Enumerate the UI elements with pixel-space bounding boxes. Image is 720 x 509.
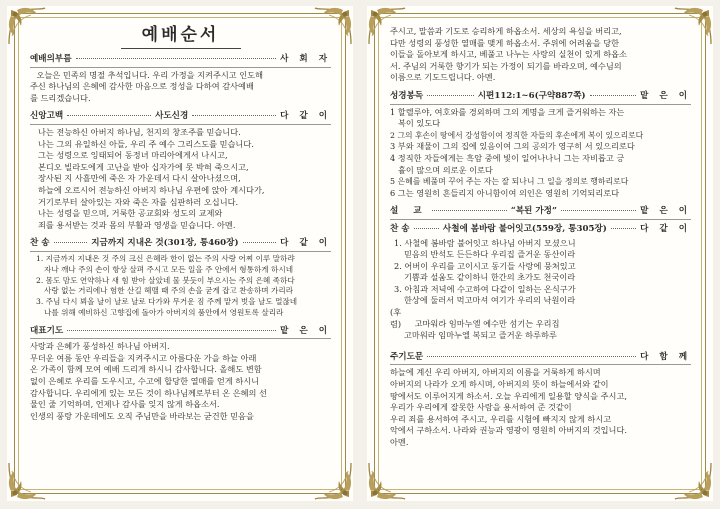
text-line: 인생의 풍랑 가운데에도 오직 주님만을 바라보는 굳건한 믿음을: [30, 410, 254, 421]
text-line: 감사합니다. 우리에게 있는 모든 것이 하나님께로부터 온 은혜의 선: [30, 387, 267, 398]
divider: [390, 364, 691, 365]
section-label: 설 교: [390, 206, 428, 217]
text-line: 2. 몸도 맘도 연약하나 새 힘 받아 살았네 물 붓듯이 부으시는 주의 은혜 족하다: [36, 275, 295, 285]
section-header-opening: [30, 54, 331, 66]
section-header-lords-prayer: [390, 352, 691, 364]
text-line: 서. 주님의 거룩한 향기가 되는 가정이 되기를 바라오며, 예수님의: [390, 60, 622, 71]
divider: [390, 219, 691, 220]
section-leader-role: 맡 은 이: [640, 206, 691, 217]
dotted-leader: [243, 242, 277, 243]
dotted-leader: [432, 210, 507, 211]
section-leader-role: 사 회 자: [280, 54, 331, 64]
prayer-text-continued: [390, 26, 691, 84]
text-line: 2. 어버이 우리를 고이시고 동기들 사랑에 뭉쳐있고: [394, 260, 576, 271]
text-line: 하늘에 계신 우리 아버지, 아버지의 이름을 거룩하게 하시며: [390, 367, 601, 378]
dotted-leader: [192, 115, 276, 116]
verse-line: 3 부와 재물이 그의 집에 있음이여 그의 공의가 영구히 서 있으리로다: [390, 141, 635, 152]
text-line: 아버지의 나라가 오게 하시며, 아버지의 뜻이 하늘에서와 같이: [390, 379, 609, 390]
divider: [30, 338, 331, 339]
text-line: 고마워라 임마누엘 예수만 섬기는 우리집: [414, 318, 560, 329]
section-header-hymn1: [30, 238, 331, 250]
verse-line: 6 그는 영원히 흔들리지 아니함이여 의인은 영원히 기억되리로다: [390, 187, 620, 198]
text-line: 그는 성령으로 잉태되어 동정녀 마리아에게서 나시고,: [38, 150, 228, 161]
text-line: 나는 전능하신 아버지 하나님, 천지의 창조주를 믿습니다.: [38, 126, 241, 137]
section-header-reading: [390, 91, 691, 103]
text-line: 이들을 돌아보게 하시고, 베풀고 나누는 사랑의 실천이 있게 하옵소: [390, 49, 627, 60]
section-leader-role: 맡 은 이: [640, 90, 691, 101]
text-line: 나를 위해 예비하신 고향집에 돌아가 아버지의 품안에서 영원토록 살리라: [44, 307, 284, 317]
text-line: 3. 아침과 저녁에 수고하여 다같이 일하는 온식구가: [394, 283, 576, 294]
dotted-leader: [611, 228, 636, 229]
section-label: 성경봉독: [390, 90, 424, 101]
refrain-line: [390, 307, 691, 330]
text-line: 사랑 없는 거리에나 험한 산길 헤맬 때 주의 손을 굳게 잡고 찬송하며 가리라: [44, 286, 294, 296]
text-line: 1. 사철에 봄바람 불어잇고 하나님 아버지 모셨으니: [394, 237, 576, 248]
dotted-leader: [561, 210, 636, 211]
text-line: 기쁨과 설움도 같이하니 한간의 초가도 천국이라: [404, 272, 576, 283]
section-subtitle: 지금까지 지내온 것(301장, 통460장): [91, 238, 239, 249]
text-line: 아멘.: [390, 437, 409, 447]
text-line: 우리가 우리에게 잘못한 사람을 용서하여 준 것같이: [390, 402, 572, 413]
divider: [30, 124, 331, 125]
text-line: 자나 깨나 주의 손이 항상 살펴 주시고 모든 일을 주 안에서 형통하게 하시네: [44, 264, 294, 274]
section-label: 찬 송: [390, 223, 410, 234]
left-page: [7, 6, 353, 501]
creed-text: [30, 127, 331, 231]
title-underline: [121, 48, 241, 49]
verse-line: 1 할렐루야, 여호와를 경외하며 그의 계명을 크게 즐거워하는 자는: [390, 106, 625, 117]
text-line: 한상에 둘러서 먹고마셔 여기가 우리의 낙원이라: [404, 295, 576, 306]
text-line: 나는 그의 유일하신 아들, 우리 주 예수 그리스도를 믿습니다.: [38, 138, 254, 149]
divider: [30, 251, 331, 252]
verse-line: 4 정직한 자들에게는 흑암 중에 빛이 일어나나니 그는 자비롭고 긍: [390, 152, 625, 163]
text-line: 나는 성령을 믿으며, 거룩한 공교회와 성도의 교제와: [38, 208, 223, 219]
prayer-text: [30, 341, 331, 422]
text-line: 죄를 용서받는 것과 몸의 부활과 영생을 믿습니다. 아멘.: [38, 219, 236, 230]
section-leader-role: 다 함 께: [640, 351, 691, 362]
section-label: 예배의부름: [30, 54, 72, 64]
text-line: 거기로부터 살아있는 자와 죽은 자를 심판하러 오십니다.: [38, 196, 239, 207]
dotted-leader: [76, 58, 277, 59]
right-page: [367, 6, 713, 501]
section-label: 신앙고백: [30, 111, 64, 122]
text-line: 주신 하나님의 은혜에 감사한 마음으로 정성을 다하여 감사예배: [30, 81, 254, 92]
section-subtitle: “복된 가정”: [510, 206, 557, 217]
text-line: 1. 지금까지 지내온 것 주의 크신 은혜라 한이 없는 주의 사랑 어찌 이루 말하랴: [36, 253, 295, 263]
section-label: 대표기도: [30, 325, 64, 336]
section-header-sermon: [390, 206, 691, 218]
dotted-leader: [414, 228, 439, 229]
text-line: 물인 줄 기억하며, 언제나 감사를 잊지 않게 하옵소서.: [30, 399, 220, 410]
dotted-leader: [427, 95, 474, 96]
scripture-verses: [390, 107, 691, 200]
text-line: 우리 죄를 용서하여 주시고, 우리를 시험에 빠지지 않게 하시고: [390, 413, 612, 424]
refrain-label: (후렴): [390, 307, 402, 329]
section-header-creed: [30, 111, 331, 123]
page-title: 예배순서: [141, 25, 220, 45]
section-leader-role: 다 같 이: [640, 223, 691, 234]
text-line: 하늘에 오르시어 전능하신 아버지 하나님 우편에 앉아 계시다가,: [38, 184, 265, 195]
section-subtitle: 사철에 봄바람 불어잇고(559장, 통305장): [442, 223, 607, 234]
text-line: 3. 주님 다시 뵈올 날이 날로 날로 다가와 무거운 짐 주께 맡겨 벗을 날도 멀잖네: [36, 297, 298, 307]
section-header-hymn2: [390, 224, 691, 236]
verse-line: 2 그의 후손이 땅에서 강성함이여 정직한 자들의 후손에게 복이 있으리로다: [390, 130, 644, 140]
text-line: 없이 은혜로 우리를 도우시고, 수고에 합당한 열매를 얻게 하시니: [30, 376, 260, 387]
hymn-lyrics: [30, 254, 331, 319]
text-line: 다만 성령의 풍성한 열매를 맺게 하옵소서. 주위에 어려움을 당한: [390, 37, 620, 48]
verse-line: 복이 있도다: [398, 118, 441, 129]
text-line: 무더운 여름 동안 우리들을 지켜주시고 아름다운 가을 하늘 아래: [30, 352, 257, 363]
section-leader-role: 다 같 이: [280, 238, 332, 249]
text-line: 주시고, 말씀과 기도로 승리하게 하옵소서. 세상의 욕심을 버리고,: [390, 26, 622, 36]
divider: [390, 104, 691, 105]
text-line: 오늘은 민족의 명절 추석입니다. 우리 가정을 지켜주시고 인도해: [36, 69, 264, 80]
divider: [30, 67, 331, 68]
section-subtitle: 시편112:1~6(구약887쪽): [477, 90, 586, 101]
section-leader-role: 맡 은 이: [280, 325, 331, 336]
text-line: 땅에서도 이루어지게 하소서. 오늘 우리에게 일용할 양식을 주시고,: [390, 390, 627, 401]
dotted-leader: [590, 95, 637, 96]
dotted-leader: [67, 115, 151, 116]
verse-line: 휼이 많으며 의로운 이로다: [398, 164, 493, 175]
verse-line: 5 은혜를 베풀며 꾸어 주는 자는 잘 되나니 그 일을 정의로 행하리로다: [390, 177, 629, 187]
section-leader-role: 다 같 이: [280, 111, 332, 122]
section-label: 주기도문: [390, 351, 424, 362]
dotted-leader: [67, 330, 276, 331]
text-line: 이름으로 기도드립니다. 아멘.: [390, 72, 496, 83]
section-label: 찬 송: [30, 238, 50, 249]
dotted-leader: [427, 356, 636, 357]
text-line: 고마워라 임마누엘 복되고 즐거운 하루하루: [404, 330, 557, 341]
text-line: 를 드리겠습니다.: [30, 92, 91, 103]
text-line: 장사된 지 사흘만에 죽은 자 가운데서 다시 살아나셨으며,: [38, 173, 241, 184]
text-line: 믿음의 반석도 든든하다 우리집 즐거운 동산이라: [404, 249, 576, 260]
section-subtitle: 사도신경: [155, 111, 189, 122]
text-line: 악에서 구하소서. 나라와 권능과 영광이 영원히 아버지의 것입니다.: [390, 425, 627, 436]
section-header-prayer: [30, 326, 331, 338]
opening-text: [30, 70, 331, 105]
dotted-leader: [54, 242, 88, 243]
lords-prayer-text: [390, 367, 691, 448]
text-line: 본디오 빌라도에게 고난을 받아 십자가에 못 박혀 죽으시고,: [38, 161, 249, 172]
hymn-lyrics: [390, 238, 691, 342]
text-line: 온 가족이 함께 모여 예배 드리게 하시니 감사합니다. 올해도 변함: [30, 364, 262, 375]
text-line: 사랑과 은혜가 풍성하신 하나님 아버지.: [30, 341, 170, 352]
